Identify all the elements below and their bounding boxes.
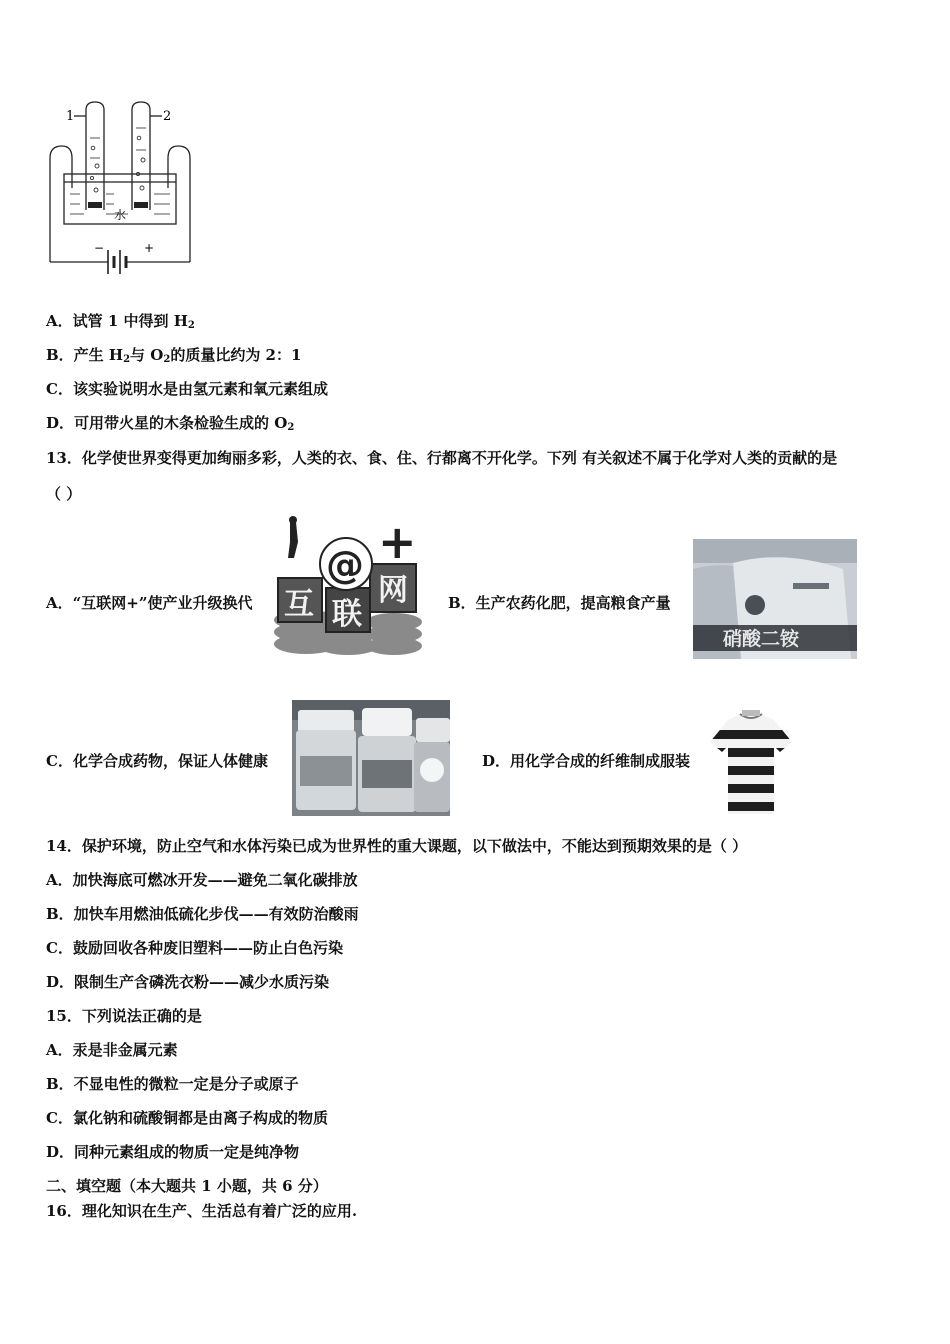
q13-option-b: B．生产农药化肥，提高粮食产量 xyxy=(448,594,671,612)
q12-option-d: D．可用带火星的木条检验生成的 $O_2$ xyxy=(46,414,295,433)
medicine-bottles-image xyxy=(292,700,450,816)
q16-stem: 16．理化知识在生产、生活总有着广泛的应用. xyxy=(46,1202,358,1220)
q13-option-a: A．“互联网+”使产业升级换代 xyxy=(46,594,253,612)
q14-option-b: B．加快车用燃油低硫化步伐——有效防治酸雨 xyxy=(46,905,359,923)
q13-option-c: C．化学合成药物，保证人体健康 xyxy=(46,752,268,770)
internet-plus-image xyxy=(270,516,424,658)
q14-option-c: C．鼓励回收各种废旧塑料——防止白色污染 xyxy=(46,939,343,957)
q12-option-c: C．该实验说明水是由氢元素和氧元素组成 xyxy=(46,380,328,398)
q14-stem: 14．保护环境，防止空气和水体污染已成为世界性的重大课题，以下做法中，不能达到预期效果的是（ ） xyxy=(46,837,748,855)
section-2-heading: 二、填空题（本大题共 1 小题，共 6 分） xyxy=(46,1177,328,1195)
q13-option-d: D．用化学合成的纤维制成服装 xyxy=(482,752,691,770)
negative-terminal-label: − xyxy=(94,241,105,255)
q12-option-b: B．产生 $H_2$与 $O_2$的质量比约为 2：1 xyxy=(46,346,302,365)
svg-text:硝酸二铵: 硝酸二铵 xyxy=(723,628,800,650)
positive-terminal-label: + xyxy=(144,241,155,255)
q15-stem: 15．下列说法正确的是 xyxy=(46,1007,202,1025)
tube-2-label: 2 xyxy=(163,109,172,124)
q13-stem: 13．化学使世界变得更加绚丽多彩，人类的衣、食、住、行都离不开化学。下列 有关叙述不属于化学对人类的贡献的是 xyxy=(46,449,838,467)
q12-option-a: A．试管 1 中得到 $H_2$ xyxy=(46,312,195,331)
svg-text:+: + xyxy=(378,516,417,569)
svg-text:联: 联 xyxy=(332,597,362,632)
striped-shirt-image xyxy=(706,708,796,818)
svg-text:网: 网 xyxy=(378,573,408,608)
q15-option-b: B．不显电性的微粒一定是分子或原子 xyxy=(46,1075,299,1093)
water-label: 水 xyxy=(114,208,127,222)
tube-1-label: 1 xyxy=(66,109,75,124)
q15-option-d: D．同种元素组成的物质一定是纯净物 xyxy=(46,1143,300,1161)
q14-option-d: D．限制生产含磷洗衣粉——减少水质污染 xyxy=(46,973,330,991)
q15-option-c: C．氯化钠和硫酸铜都是由离子构成的物质 xyxy=(46,1109,328,1127)
svg-text:互: 互 xyxy=(284,587,314,622)
fertilizer-bag-image xyxy=(693,539,857,659)
q14-option-a: A．加快海底可燃冰开发——避免二氧化碳排放 xyxy=(46,871,358,889)
q15-option-a: A．汞是非金属元素 xyxy=(46,1041,178,1059)
svg-text:@: @ xyxy=(326,543,364,587)
q13-answer-paren: （ ） xyxy=(46,485,82,503)
electrolysis-diagram xyxy=(44,98,196,284)
